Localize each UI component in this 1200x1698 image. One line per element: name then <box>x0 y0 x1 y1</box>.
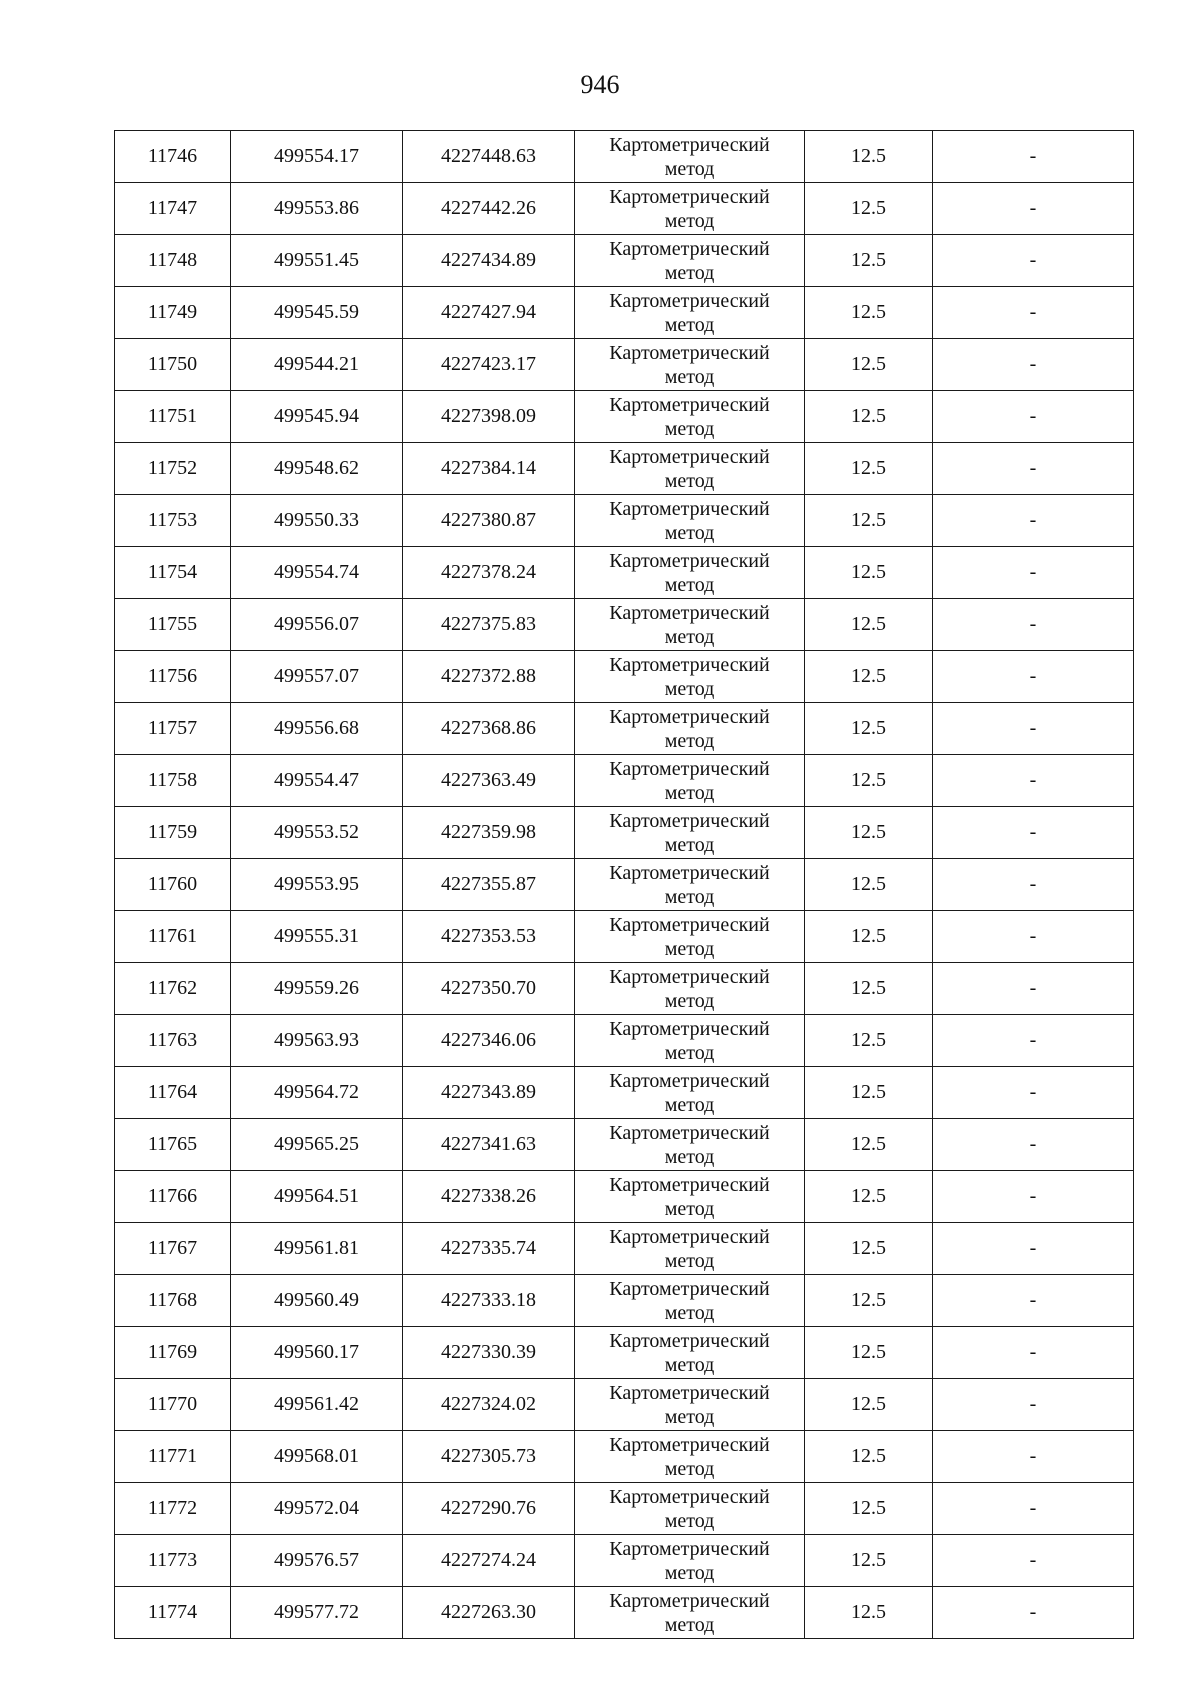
note-cell: - <box>933 1067 1134 1119</box>
table-row <box>115 599 1134 651</box>
accuracy-cell: 12.5 <box>805 547 933 599</box>
method-line-1: Картометрический <box>609 913 770 936</box>
note-cell: - <box>933 755 1134 807</box>
method-line-1: Картометрический <box>609 1381 770 1404</box>
table-row <box>115 1379 1134 1431</box>
method-line-2: метод <box>664 261 715 284</box>
x-coordinate-cell: 499551.45 <box>231 235 403 287</box>
method-line-2: метод <box>664 885 715 908</box>
accuracy-cell: 12.5 <box>805 287 933 339</box>
x-coordinate-cell: 499561.81 <box>231 1223 403 1275</box>
accuracy-cell: 12.5 <box>805 1431 933 1483</box>
y-coordinate-cell: 4227330.39 <box>403 1327 575 1379</box>
method-line-2: метод <box>664 1301 715 1324</box>
point-number-cell: 11754 <box>115 547 231 599</box>
x-coordinate-cell: 499556.68 <box>231 703 403 755</box>
table-row <box>115 1015 1134 1067</box>
method-line-1: Картометрический <box>609 185 770 208</box>
method-line-1: Картометрический <box>609 653 770 676</box>
note-cell: - <box>933 1015 1134 1067</box>
point-number-cell: 11771 <box>115 1431 231 1483</box>
y-coordinate-cell: 4227442.26 <box>403 183 575 235</box>
method-cell <box>575 1119 805 1171</box>
method-line-2: метод <box>664 157 715 180</box>
table-row <box>115 339 1134 391</box>
x-coordinate-cell: 499559.26 <box>231 963 403 1015</box>
x-coordinate-cell: 499554.17 <box>231 131 403 183</box>
method-cell <box>575 1483 805 1535</box>
note-cell: - <box>933 1587 1134 1639</box>
table-row <box>115 1223 1134 1275</box>
table-row <box>115 1327 1134 1379</box>
method-line-1: Картометрический <box>609 1433 770 1456</box>
method-cell <box>575 1223 805 1275</box>
method-line-2: метод <box>664 1197 715 1220</box>
table-row <box>115 651 1134 703</box>
point-number-cell: 11749 <box>115 287 231 339</box>
method-cell <box>575 235 805 287</box>
method-line-1: Картометрический <box>609 965 770 988</box>
method-line-2: метод <box>664 573 715 596</box>
method-line-1: Картометрический <box>609 549 770 572</box>
y-coordinate-cell: 4227359.98 <box>403 807 575 859</box>
accuracy-cell: 12.5 <box>805 1587 933 1639</box>
note-cell: - <box>933 859 1134 911</box>
point-number-cell: 11756 <box>115 651 231 703</box>
accuracy-cell: 12.5 <box>805 599 933 651</box>
y-coordinate-cell: 4227353.53 <box>403 911 575 963</box>
point-number-cell: 11763 <box>115 1015 231 1067</box>
method-line-2: метод <box>664 417 715 440</box>
table-row <box>115 495 1134 547</box>
note-cell: - <box>933 443 1134 495</box>
y-coordinate-cell: 4227355.87 <box>403 859 575 911</box>
method-line-2: метод <box>664 365 715 388</box>
table-row <box>115 807 1134 859</box>
x-coordinate-cell: 499548.62 <box>231 443 403 495</box>
table-row <box>115 443 1134 495</box>
method-cell <box>575 1275 805 1327</box>
x-coordinate-cell: 499560.17 <box>231 1327 403 1379</box>
point-number-cell: 11760 <box>115 859 231 911</box>
method-line-2: метод <box>664 521 715 544</box>
method-line-2: метод <box>664 1249 715 1272</box>
method-line-2: метод <box>664 313 715 336</box>
y-coordinate-cell: 4227380.87 <box>403 495 575 547</box>
note-cell: - <box>933 287 1134 339</box>
x-coordinate-cell: 499557.07 <box>231 651 403 703</box>
accuracy-cell: 12.5 <box>805 703 933 755</box>
point-number-cell: 11752 <box>115 443 231 495</box>
method-cell <box>575 547 805 599</box>
method-line-1: Картометрический <box>609 1225 770 1248</box>
table-row <box>115 859 1134 911</box>
point-number-cell: 11758 <box>115 755 231 807</box>
accuracy-cell: 12.5 <box>805 443 933 495</box>
point-number-cell: 11746 <box>115 131 231 183</box>
y-coordinate-cell: 4227290.76 <box>403 1483 575 1535</box>
accuracy-cell: 12.5 <box>805 651 933 703</box>
x-coordinate-cell: 499554.74 <box>231 547 403 599</box>
accuracy-cell: 12.5 <box>805 963 933 1015</box>
table-row <box>115 1535 1134 1587</box>
method-cell <box>575 599 805 651</box>
x-coordinate-cell: 499553.52 <box>231 807 403 859</box>
method-line-1: Картометрический <box>609 1589 770 1612</box>
method-line-2: метод <box>664 1613 715 1636</box>
note-cell: - <box>933 807 1134 859</box>
point-number-cell: 11751 <box>115 391 231 443</box>
x-coordinate-cell: 499564.72 <box>231 1067 403 1119</box>
method-cell <box>575 339 805 391</box>
method-cell <box>575 859 805 911</box>
x-coordinate-cell: 499564.51 <box>231 1171 403 1223</box>
method-cell <box>575 1015 805 1067</box>
note-cell: - <box>933 547 1134 599</box>
accuracy-cell: 12.5 <box>805 1171 933 1223</box>
table-row <box>115 911 1134 963</box>
y-coordinate-cell: 4227378.24 <box>403 547 575 599</box>
method-cell <box>575 1535 805 1587</box>
point-number-cell: 11768 <box>115 1275 231 1327</box>
method-cell <box>575 183 805 235</box>
accuracy-cell: 12.5 <box>805 859 933 911</box>
x-coordinate-cell: 499544.21 <box>231 339 403 391</box>
x-coordinate-cell: 499545.59 <box>231 287 403 339</box>
table-row <box>115 1119 1134 1171</box>
accuracy-cell: 12.5 <box>805 183 933 235</box>
x-coordinate-cell: 499556.07 <box>231 599 403 651</box>
method-line-2: метод <box>664 1509 715 1532</box>
y-coordinate-cell: 4227333.18 <box>403 1275 575 1327</box>
table-row <box>115 1171 1134 1223</box>
y-coordinate-cell: 4227346.06 <box>403 1015 575 1067</box>
note-cell: - <box>933 1223 1134 1275</box>
note-cell: - <box>933 1379 1134 1431</box>
x-coordinate-cell: 499555.31 <box>231 911 403 963</box>
accuracy-cell: 12.5 <box>805 235 933 287</box>
accuracy-cell: 12.5 <box>805 131 933 183</box>
point-number-cell: 11770 <box>115 1379 231 1431</box>
method-line-1: Картометрический <box>609 1329 770 1352</box>
method-cell <box>575 287 805 339</box>
y-coordinate-cell: 4227341.63 <box>403 1119 575 1171</box>
note-cell: - <box>933 911 1134 963</box>
method-line-1: Картометрический <box>609 861 770 884</box>
method-line-1: Картометрический <box>609 237 770 260</box>
point-number-cell: 11764 <box>115 1067 231 1119</box>
table-row <box>115 1587 1134 1639</box>
point-number-cell: 11753 <box>115 495 231 547</box>
x-coordinate-cell: 499572.04 <box>231 1483 403 1535</box>
method-cell <box>575 495 805 547</box>
table-row <box>115 963 1134 1015</box>
point-number-cell: 11765 <box>115 1119 231 1171</box>
method-cell <box>575 807 805 859</box>
note-cell: - <box>933 1171 1134 1223</box>
method-cell <box>575 1171 805 1223</box>
method-line-1: Картометрический <box>609 1017 770 1040</box>
method-line-2: метод <box>664 1041 715 1064</box>
method-cell <box>575 1587 805 1639</box>
note-cell: - <box>933 1275 1134 1327</box>
point-number-cell: 11750 <box>115 339 231 391</box>
point-number-cell: 11767 <box>115 1223 231 1275</box>
point-number-cell: 11755 <box>115 599 231 651</box>
note-cell: - <box>933 183 1134 235</box>
method-line-1: Картометрический <box>609 1537 770 1560</box>
x-coordinate-cell: 499577.72 <box>231 1587 403 1639</box>
table-row <box>115 755 1134 807</box>
y-coordinate-cell: 4227274.24 <box>403 1535 575 1587</box>
method-line-1: Картометрический <box>609 1069 770 1092</box>
x-coordinate-cell: 499560.49 <box>231 1275 403 1327</box>
accuracy-cell: 12.5 <box>805 1275 933 1327</box>
y-coordinate-cell: 4227363.49 <box>403 755 575 807</box>
y-coordinate-cell: 4227338.26 <box>403 1171 575 1223</box>
method-line-2: метод <box>664 677 715 700</box>
y-coordinate-cell: 4227423.17 <box>403 339 575 391</box>
method-line-1: Картометрический <box>609 601 770 624</box>
accuracy-cell: 12.5 <box>805 1015 933 1067</box>
y-coordinate-cell: 4227263.30 <box>403 1587 575 1639</box>
note-cell: - <box>933 1327 1134 1379</box>
method-line-2: метод <box>664 625 715 648</box>
method-line-2: метод <box>664 1353 715 1376</box>
x-coordinate-cell: 499563.93 <box>231 1015 403 1067</box>
x-coordinate-cell: 499576.57 <box>231 1535 403 1587</box>
method-line-2: метод <box>664 1093 715 1116</box>
method-line-2: метод <box>664 833 715 856</box>
y-coordinate-cell: 4227434.89 <box>403 235 575 287</box>
method-cell <box>575 651 805 703</box>
note-cell: - <box>933 391 1134 443</box>
point-number-cell: 11766 <box>115 1171 231 1223</box>
accuracy-cell: 12.5 <box>805 1535 933 1587</box>
x-coordinate-cell: 499553.95 <box>231 859 403 911</box>
x-coordinate-cell: 499568.01 <box>231 1431 403 1483</box>
method-line-2: метод <box>664 729 715 752</box>
accuracy-cell: 12.5 <box>805 1119 933 1171</box>
method-cell <box>575 391 805 443</box>
y-coordinate-cell: 4227324.02 <box>403 1379 575 1431</box>
table-row <box>115 1275 1134 1327</box>
x-coordinate-cell: 499565.25 <box>231 1119 403 1171</box>
y-coordinate-cell: 4227384.14 <box>403 443 575 495</box>
accuracy-cell: 12.5 <box>805 1483 933 1535</box>
method-line-2: метод <box>664 1405 715 1428</box>
method-line-2: метод <box>664 209 715 232</box>
table-row <box>115 1067 1134 1119</box>
method-cell <box>575 755 805 807</box>
note-cell: - <box>933 963 1134 1015</box>
table-row <box>115 1483 1134 1535</box>
method-line-1: Картометрический <box>609 757 770 780</box>
note-cell: - <box>933 651 1134 703</box>
x-coordinate-cell: 499550.33 <box>231 495 403 547</box>
y-coordinate-cell: 4227448.63 <box>403 131 575 183</box>
method-line-2: метод <box>664 1457 715 1480</box>
note-cell: - <box>933 1119 1134 1171</box>
method-line-1: Картометрический <box>609 705 770 728</box>
y-coordinate-cell: 4227305.73 <box>403 1431 575 1483</box>
accuracy-cell: 12.5 <box>805 1327 933 1379</box>
y-coordinate-cell: 4227335.74 <box>403 1223 575 1275</box>
point-number-cell: 11757 <box>115 703 231 755</box>
method-line-2: метод <box>664 1145 715 1168</box>
y-coordinate-cell: 4227375.83 <box>403 599 575 651</box>
method-line-1: Картометрический <box>609 1485 770 1508</box>
note-cell: - <box>933 495 1134 547</box>
note-cell: - <box>933 1535 1134 1587</box>
accuracy-cell: 12.5 <box>805 1379 933 1431</box>
note-cell: - <box>933 131 1134 183</box>
point-number-cell: 11769 <box>115 1327 231 1379</box>
method-line-1: Картометрический <box>609 809 770 832</box>
point-number-cell: 11774 <box>115 1587 231 1639</box>
table-row <box>115 703 1134 755</box>
method-cell <box>575 1379 805 1431</box>
table-body <box>115 131 1134 1639</box>
table-row <box>115 547 1134 599</box>
point-number-cell: 11773 <box>115 1535 231 1587</box>
method-line-1: Картометрический <box>609 1121 770 1144</box>
method-cell <box>575 443 805 495</box>
note-cell: - <box>933 703 1134 755</box>
method-line-1: Картометрический <box>609 445 770 468</box>
x-coordinate-cell: 499545.94 <box>231 391 403 443</box>
point-number-cell: 11747 <box>115 183 231 235</box>
accuracy-cell: 12.5 <box>805 1223 933 1275</box>
method-line-2: метод <box>664 937 715 960</box>
method-line-1: Картометрический <box>609 497 770 520</box>
method-line-2: метод <box>664 989 715 1012</box>
accuracy-cell: 12.5 <box>805 391 933 443</box>
method-cell <box>575 1067 805 1119</box>
method-line-1: Картометрический <box>609 393 770 416</box>
method-cell <box>575 131 805 183</box>
table-row <box>115 391 1134 443</box>
table-row <box>115 183 1134 235</box>
table-row <box>115 131 1134 183</box>
method-line-2: метод <box>664 469 715 492</box>
y-coordinate-cell: 4227350.70 <box>403 963 575 1015</box>
method-line-1: Картометрический <box>609 341 770 364</box>
note-cell: - <box>933 1483 1134 1535</box>
method-cell <box>575 1431 805 1483</box>
method-cell <box>575 963 805 1015</box>
point-number-cell: 11748 <box>115 235 231 287</box>
accuracy-cell: 12.5 <box>805 495 933 547</box>
accuracy-cell: 12.5 <box>805 339 933 391</box>
point-number-cell: 11762 <box>115 963 231 1015</box>
x-coordinate-cell: 499553.86 <box>231 183 403 235</box>
note-cell: - <box>933 235 1134 287</box>
accuracy-cell: 12.5 <box>805 807 933 859</box>
accuracy-cell: 12.5 <box>805 911 933 963</box>
method-line-1: Картометрический <box>609 1173 770 1196</box>
note-cell: - <box>933 339 1134 391</box>
point-number-cell: 11759 <box>115 807 231 859</box>
point-number-cell: 11761 <box>115 911 231 963</box>
y-coordinate-cell: 4227427.94 <box>403 287 575 339</box>
y-coordinate-cell: 4227368.86 <box>403 703 575 755</box>
method-line-2: метод <box>664 1561 715 1584</box>
method-line-2: метод <box>664 781 715 804</box>
method-line-1: Картометрический <box>609 1277 770 1300</box>
note-cell: - <box>933 599 1134 651</box>
y-coordinate-cell: 4227398.09 <box>403 391 575 443</box>
y-coordinate-cell: 4227372.88 <box>403 651 575 703</box>
method-cell <box>575 703 805 755</box>
point-number-cell: 11772 <box>115 1483 231 1535</box>
method-cell <box>575 911 805 963</box>
table-row <box>115 235 1134 287</box>
accuracy-cell: 12.5 <box>805 755 933 807</box>
note-cell: - <box>933 1431 1134 1483</box>
method-cell <box>575 1327 805 1379</box>
x-coordinate-cell: 499561.42 <box>231 1379 403 1431</box>
x-coordinate-cell: 499554.47 <box>231 755 403 807</box>
table-row <box>115 1431 1134 1483</box>
y-coordinate-cell: 4227343.89 <box>403 1067 575 1119</box>
coordinates-table <box>114 130 1134 1639</box>
method-line-1: Картометрический <box>609 133 770 156</box>
table-row <box>115 287 1134 339</box>
page-number: 946 <box>580 70 620 99</box>
method-line-1: Картометрический <box>609 289 770 312</box>
accuracy-cell: 12.5 <box>805 1067 933 1119</box>
